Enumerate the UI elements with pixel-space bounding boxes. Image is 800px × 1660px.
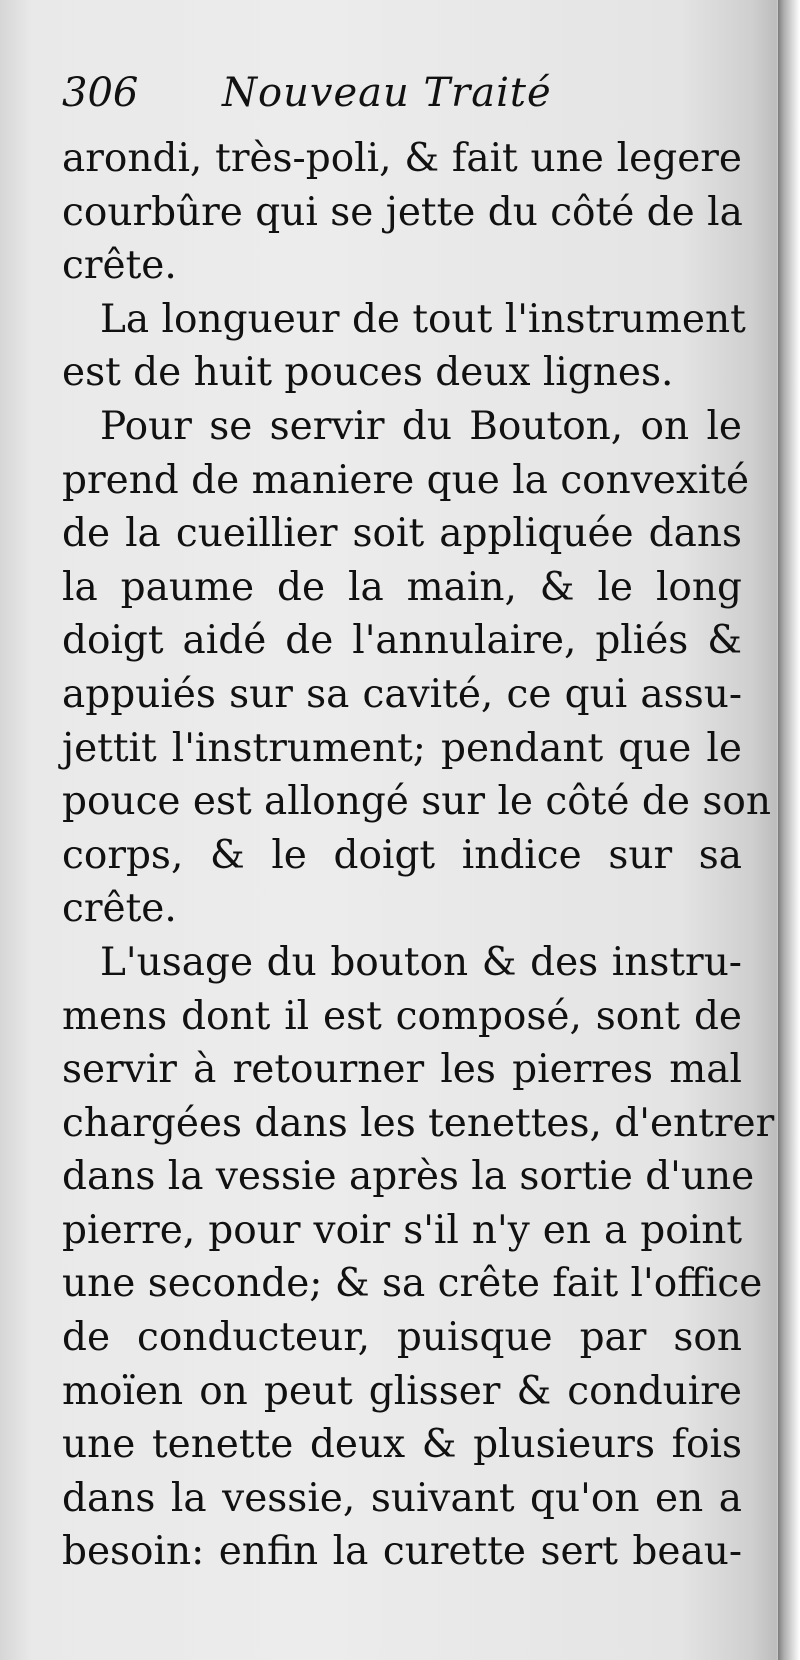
text-line: appuiés sur sa cavité, ce qui assu-	[62, 671, 742, 717]
text-line: mens dont il est composé, sont de	[62, 993, 742, 1039]
text-line: pouce est allongé sur le côté de son	[62, 779, 771, 825]
text-line: de la cueillier soit appliquée dans	[62, 511, 742, 557]
paragraph-2	[62, 293, 746, 400]
text-line: moïen on peut glisser & conduire	[62, 1368, 742, 1414]
text-line: courbûre qui se jette du côté de la	[62, 189, 743, 235]
text-line: arondi, très-poli, & fait une legere	[62, 136, 742, 181]
text-line: la paume de la main, & le long	[62, 564, 742, 610]
text-line: chargées dans les tenettes, d'entrer	[62, 1100, 775, 1146]
text-line: de conducteur, puisque par son	[62, 1315, 742, 1361]
text-line: besoin: enfin la curette sert beau-	[62, 1529, 742, 1575]
text-line: doigt aidé de l'annulaire, pliés &	[62, 618, 742, 664]
text-line: L'usage du bouton & des instru-	[100, 939, 742, 985]
text-line: La longueur de tout l'instrument	[100, 296, 746, 342]
text-line: crête.	[62, 886, 177, 932]
page-edge-shadow	[778, 0, 800, 1660]
page-text-block	[62, 70, 775, 1579]
text-line: dans la vessie après la sortie d'une	[62, 1154, 755, 1200]
text-line: une tenette deux & plusieurs fois	[62, 1422, 742, 1468]
text-line: une seconde; & sa crête fait l'office	[62, 1261, 763, 1307]
text-line: jettit l'instrument; pendant que le	[62, 725, 742, 771]
paragraph-3	[62, 400, 771, 936]
text-line: est de huit pouces deux lignes.	[62, 350, 674, 396]
text-line: dans la vessie, suivant qu'on en a	[62, 1475, 742, 1521]
page-number: 306	[62, 70, 139, 116]
text-line: pierre, pour voir s'il n'y en a point	[62, 1207, 742, 1253]
text-line: corps, & le doigt indice sur sa	[62, 832, 742, 878]
running-title: Nouveau Traité	[222, 70, 552, 116]
text-line: prend de maniere que la convexité	[62, 457, 750, 503]
paragraph-1	[62, 132, 742, 293]
text-line: Pour se servir du Bouton, on le	[100, 403, 742, 449]
text-line: servir à retourner les pierres mal	[62, 1047, 742, 1093]
text-line: crête.	[62, 243, 177, 289]
page-header	[62, 70, 742, 132]
paragraph-4	[62, 936, 775, 1579]
